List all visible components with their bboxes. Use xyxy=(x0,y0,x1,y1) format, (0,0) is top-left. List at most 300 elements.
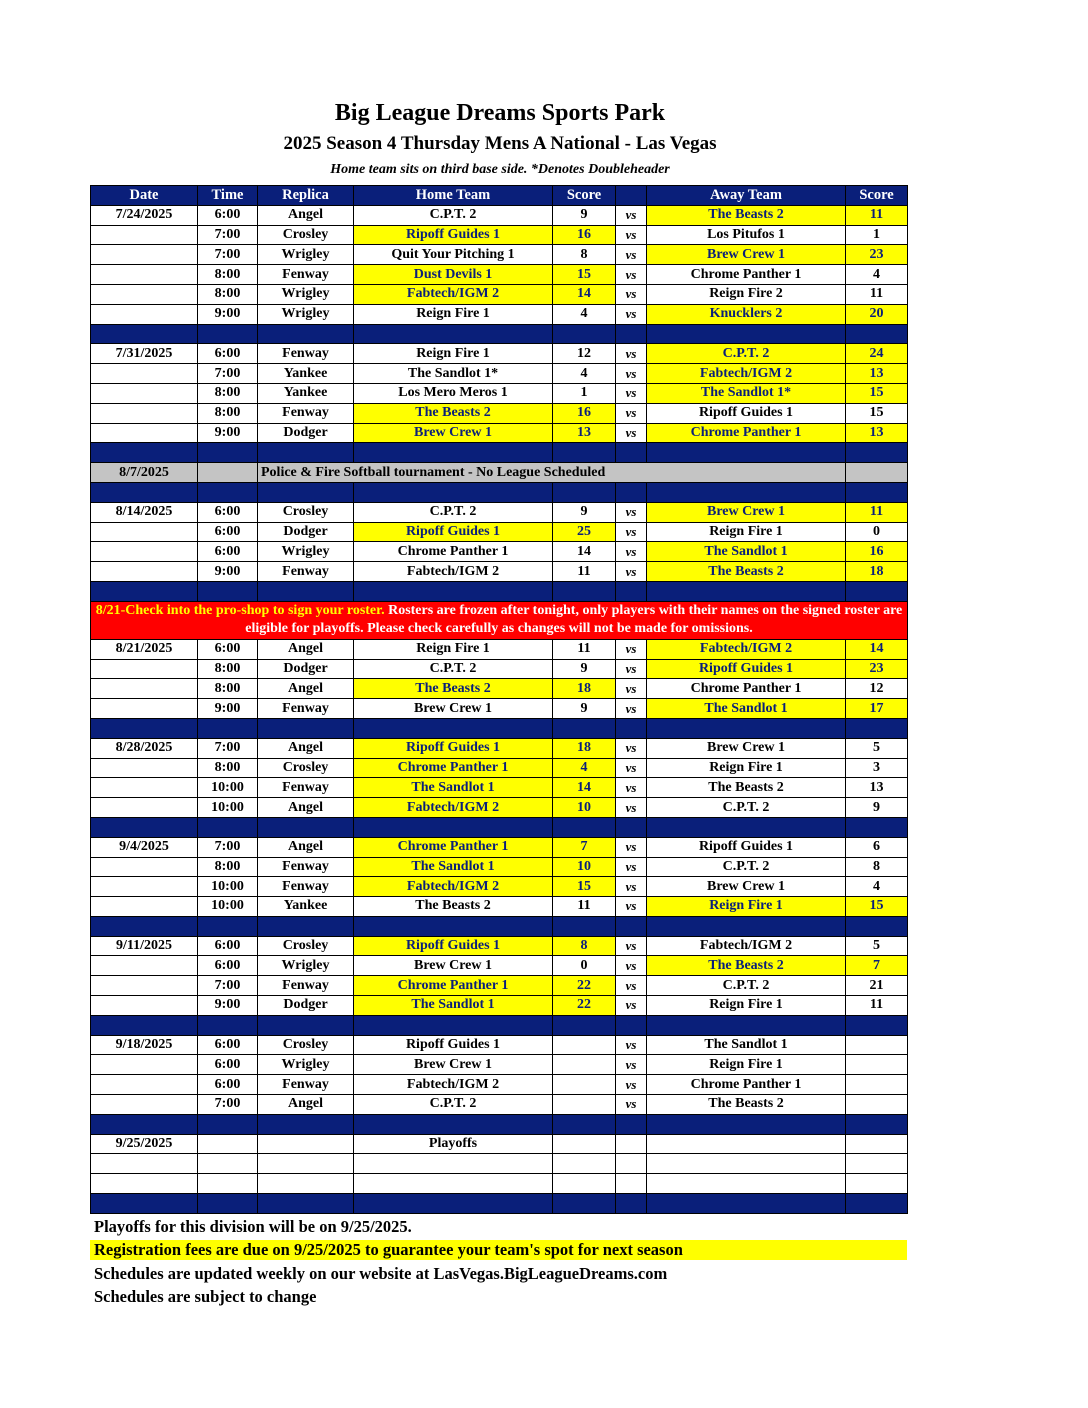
no-league-row xyxy=(91,463,908,483)
col-header-vs xyxy=(616,186,647,206)
separator-cell xyxy=(198,581,258,601)
separator-cell xyxy=(647,718,846,738)
home-score-cell xyxy=(553,1154,616,1174)
date-cell xyxy=(91,522,198,542)
away-team-cell: C.P.T. 2 xyxy=(647,976,846,996)
replica-cell: Yankee xyxy=(258,897,354,917)
separator-row xyxy=(91,916,908,936)
separator-cell xyxy=(846,581,908,601)
replica-cell: Fenway xyxy=(258,976,354,996)
date-cell xyxy=(91,956,198,976)
away-team-cell: Ripoff Guides 1 xyxy=(647,659,846,679)
vs-cell: vs xyxy=(616,936,647,956)
home-score-cell: 25 xyxy=(553,522,616,542)
away-score-cell: 23 xyxy=(846,659,908,679)
replica-cell: Fenway xyxy=(258,857,354,877)
separator-cell xyxy=(616,1114,647,1134)
home-team-cell: Fabtech/IGM 2 xyxy=(354,877,553,897)
time-cell: 6:00 xyxy=(198,344,258,364)
away-team-cell: Chrome Panther 1 xyxy=(647,1075,846,1095)
footer-website-note: Schedules are updated weekly on our website at LasVegas.BigLeagueDreams.com xyxy=(94,1264,668,1283)
separator-cell xyxy=(553,916,616,936)
date-cell xyxy=(91,1095,198,1115)
time-cell: 8:00 xyxy=(198,857,258,877)
separator-cell xyxy=(616,482,647,502)
game-row xyxy=(91,205,908,225)
separator-cell xyxy=(647,324,846,344)
game-row xyxy=(91,225,908,245)
away-team-cell: Chrome Panther 1 xyxy=(647,679,846,699)
home-team-cell: The Sandlot 1 xyxy=(354,857,553,877)
vs-cell: vs xyxy=(616,699,647,719)
separator-cell xyxy=(846,718,908,738)
vs-cell: vs xyxy=(616,344,647,364)
home-score-cell: 11 xyxy=(553,897,616,917)
vs-cell: vs xyxy=(616,423,647,443)
game-row xyxy=(91,383,908,403)
col-header-away-team: Away Team xyxy=(647,186,846,206)
away-score-cell: 4 xyxy=(846,265,908,285)
game-row xyxy=(91,1035,908,1055)
away-team-cell: Fabtech/IGM 2 xyxy=(647,364,846,384)
away-score-cell: 11 xyxy=(846,996,908,1016)
separator-cell xyxy=(91,482,198,502)
home-score-cell: 7 xyxy=(553,837,616,857)
date-cell xyxy=(91,857,198,877)
date-cell: 9/11/2025 xyxy=(91,936,198,956)
vs-cell: vs xyxy=(616,364,647,384)
away-team-cell: The Beasts 2 xyxy=(647,956,846,976)
replica-cell: Dodger xyxy=(258,423,354,443)
home-team-cell: C.P.T. 2 xyxy=(354,659,553,679)
separator-cell xyxy=(354,324,553,344)
vs-cell: vs xyxy=(616,304,647,324)
separator-row xyxy=(91,324,908,344)
separator-cell xyxy=(647,581,846,601)
separator-cell xyxy=(616,443,647,463)
game-row xyxy=(91,699,908,719)
home-score-cell: 4 xyxy=(553,758,616,778)
home-score-cell: 16 xyxy=(553,225,616,245)
replica-cell: Angel xyxy=(258,798,354,818)
home-team-cell: The Beasts 2 xyxy=(354,403,553,423)
game-row xyxy=(91,936,908,956)
replica-cell xyxy=(258,1134,354,1154)
home-score-cell: 15 xyxy=(553,265,616,285)
game-row xyxy=(91,245,908,265)
home-team-cell: Chrome Panther 1 xyxy=(354,758,553,778)
time-cell: 8:00 xyxy=(198,265,258,285)
date-cell xyxy=(91,265,198,285)
date-cell xyxy=(91,542,198,562)
home-team-cell: The Beasts 2 xyxy=(354,679,553,699)
separator-cell xyxy=(91,1114,198,1134)
date-cell xyxy=(91,1154,198,1174)
away-score-cell: 13 xyxy=(846,778,908,798)
vs-cell: vs xyxy=(616,758,647,778)
footer-registration-note: Registration fees are due on 9/25/2025 to guarantee your team's spot for next season xyxy=(90,1240,907,1260)
time-cell: 6:00 xyxy=(198,1075,258,1095)
away-score-cell xyxy=(846,1154,908,1174)
separator-cell xyxy=(553,581,616,601)
separator-cell xyxy=(846,482,908,502)
separator-row xyxy=(91,1015,908,1035)
time-cell: 6:00 xyxy=(198,522,258,542)
separator-cell xyxy=(258,482,354,502)
replica-cell: Fenway xyxy=(258,778,354,798)
away-team-cell xyxy=(647,1134,846,1154)
footer-playoffs-note: Playoffs for this division will be on 9/25/2025. xyxy=(94,1217,412,1236)
separator-cell xyxy=(91,443,198,463)
separator-cell xyxy=(846,916,908,936)
home-score-cell: 14 xyxy=(553,778,616,798)
away-score-cell: 7 xyxy=(846,956,908,976)
away-score-cell: 15 xyxy=(846,897,908,917)
separator-cell xyxy=(91,1015,198,1035)
home-team-cell: Ripoff Guides 1 xyxy=(354,738,553,758)
game-row xyxy=(91,344,908,364)
vs-cell: vs xyxy=(616,1075,647,1095)
vs-cell: vs xyxy=(616,659,647,679)
separator-row xyxy=(91,718,908,738)
replica-cell xyxy=(258,1174,354,1194)
time-cell: 6:00 xyxy=(198,956,258,976)
game-row xyxy=(91,265,908,285)
home-team-cell: Fabtech/IGM 2 xyxy=(354,562,553,582)
home-score-cell: 15 xyxy=(553,877,616,897)
home-score-cell: 16 xyxy=(553,403,616,423)
separator-cell xyxy=(647,817,846,837)
separator-cell xyxy=(198,1015,258,1035)
home-team-cell: Ripoff Guides 1 xyxy=(354,225,553,245)
away-score-cell: 3 xyxy=(846,758,908,778)
vs-cell: vs xyxy=(616,679,647,699)
date-cell xyxy=(91,423,198,443)
away-team-cell: Ripoff Guides 1 xyxy=(647,837,846,857)
separator-cell xyxy=(647,1015,846,1035)
separator-cell xyxy=(354,482,553,502)
home-score-cell: 14 xyxy=(553,542,616,562)
separator-cell xyxy=(258,1194,354,1214)
col-header-time: Time xyxy=(198,186,258,206)
home-team-cell: Los Mero Meros 1 xyxy=(354,383,553,403)
separator-cell xyxy=(647,916,846,936)
game-row xyxy=(91,738,908,758)
away-team-cell: Reign Fire 1 xyxy=(647,758,846,778)
date-cell xyxy=(91,877,198,897)
replica-cell: Dodger xyxy=(258,659,354,679)
roster-notice-highlight: 8/21-Check into the pro-shop to sign your roster. xyxy=(95,603,385,619)
separator-row xyxy=(91,1114,908,1134)
game-row xyxy=(91,659,908,679)
footer-change-note: Schedules are subject to change xyxy=(94,1287,317,1306)
home-team-cell: Chrome Panther 1 xyxy=(354,976,553,996)
home-score-cell xyxy=(553,1134,616,1154)
separator-cell xyxy=(616,1015,647,1035)
roster-notice-row xyxy=(91,601,908,639)
roster-notice xyxy=(91,601,908,639)
away-team-cell: Fabtech/IGM 2 xyxy=(647,936,846,956)
home-team-cell: Chrome Panther 1 xyxy=(354,542,553,562)
away-score-cell: 5 xyxy=(846,738,908,758)
separator-cell xyxy=(354,916,553,936)
date-cell xyxy=(91,758,198,778)
home-score-cell xyxy=(553,1174,616,1194)
home-team-cell: The Sandlot 1 xyxy=(354,996,553,1016)
separator-cell xyxy=(91,324,198,344)
separator-cell xyxy=(846,1114,908,1134)
time-cell: 8:00 xyxy=(198,679,258,699)
home-score-cell: 11 xyxy=(553,562,616,582)
separator-cell xyxy=(846,817,908,837)
away-team-cell: The Beasts 2 xyxy=(647,1095,846,1115)
home-team-cell xyxy=(354,1154,553,1174)
game-row xyxy=(91,542,908,562)
separator-cell xyxy=(553,443,616,463)
game-row xyxy=(91,996,908,1016)
schedule-note: Home team sits on third base side. *Denotes Doubleheader xyxy=(330,162,670,177)
replica-cell: Wrigley xyxy=(258,1055,354,1075)
time-cell: 6:00 xyxy=(198,542,258,562)
col-header-date: Date xyxy=(91,186,198,206)
home-score-cell: 8 xyxy=(553,245,616,265)
home-team-cell: C.P.T. 2 xyxy=(354,1095,553,1115)
home-team-cell: Brew Crew 1 xyxy=(354,423,553,443)
date-cell: 9/4/2025 xyxy=(91,837,198,857)
replica-cell: Yankee xyxy=(258,383,354,403)
away-score-cell: 0 xyxy=(846,522,908,542)
time-cell: 7:00 xyxy=(198,837,258,857)
vs-cell: vs xyxy=(616,225,647,245)
away-score-cell: 11 xyxy=(846,502,908,522)
home-team-cell: The Sandlot 1* xyxy=(354,364,553,384)
game-row xyxy=(91,758,908,778)
date-cell: 7/24/2025 xyxy=(91,205,198,225)
separator-cell xyxy=(258,718,354,738)
vs-cell: vs xyxy=(616,205,647,225)
away-score-cell xyxy=(846,1035,908,1055)
away-team-cell: Brew Crew 1 xyxy=(647,738,846,758)
home-score-cell: 18 xyxy=(553,679,616,699)
vs-cell: vs xyxy=(616,265,647,285)
away-score-cell: 11 xyxy=(846,205,908,225)
replica-cell: Wrigley xyxy=(258,956,354,976)
separator-cell xyxy=(553,1194,616,1214)
replica-cell: Fenway xyxy=(258,562,354,582)
time-cell: 6:00 xyxy=(198,502,258,522)
away-score-cell: 14 xyxy=(846,639,908,659)
home-score-cell: 9 xyxy=(553,502,616,522)
vs-cell: vs xyxy=(616,976,647,996)
away-team-cell: Reign Fire 1 xyxy=(647,522,846,542)
vs-cell: vs xyxy=(616,403,647,423)
away-score-cell: 16 xyxy=(846,542,908,562)
separator-row xyxy=(91,581,908,601)
time-cell: 7:00 xyxy=(198,976,258,996)
separator-cell xyxy=(616,817,647,837)
home-score-cell: 1 xyxy=(553,383,616,403)
away-score-cell: 5 xyxy=(846,936,908,956)
time-cell: 6:00 xyxy=(198,639,258,659)
home-team-cell: Brew Crew 1 xyxy=(354,699,553,719)
vs-cell: vs xyxy=(616,383,647,403)
home-score-cell: 4 xyxy=(553,364,616,384)
home-score-cell: 0 xyxy=(553,956,616,976)
away-team-cell: Brew Crew 1 xyxy=(647,877,846,897)
separator-cell xyxy=(198,817,258,837)
time-cell: 10:00 xyxy=(198,798,258,818)
vs-cell: vs xyxy=(616,522,647,542)
time-cell: 8:00 xyxy=(198,758,258,778)
home-score-cell: 9 xyxy=(553,205,616,225)
date-cell xyxy=(91,897,198,917)
game-row xyxy=(91,1174,908,1194)
game-row xyxy=(91,1055,908,1075)
vs-cell xyxy=(616,1134,647,1154)
away-score-cell xyxy=(846,1055,908,1075)
away-score-cell: 13 xyxy=(846,364,908,384)
replica-cell: Crosley xyxy=(258,502,354,522)
no-league-notice: Police & Fire Softball tournament - No League Scheduled xyxy=(258,463,846,483)
replica-cell: Yankee xyxy=(258,364,354,384)
replica-cell: Fenway xyxy=(258,877,354,897)
game-row xyxy=(91,639,908,659)
replica-cell: Wrigley xyxy=(258,284,354,304)
game-row xyxy=(91,778,908,798)
game-row xyxy=(91,423,908,443)
away-score-cell: 13 xyxy=(846,423,908,443)
separator-row xyxy=(91,1194,908,1214)
away-score-cell: 12 xyxy=(846,679,908,699)
time-cell xyxy=(198,463,258,483)
date-cell xyxy=(91,996,198,1016)
home-score-cell xyxy=(553,1035,616,1055)
game-row xyxy=(91,304,908,324)
separator-cell xyxy=(354,817,553,837)
game-row xyxy=(91,562,908,582)
vs-cell: vs xyxy=(616,857,647,877)
separator-cell xyxy=(91,817,198,837)
vs-cell: vs xyxy=(616,996,647,1016)
time-cell: 8:00 xyxy=(198,383,258,403)
game-row xyxy=(91,522,908,542)
vs-cell: vs xyxy=(616,639,647,659)
game-row xyxy=(91,857,908,877)
replica-cell: Wrigley xyxy=(258,245,354,265)
vs-cell: vs xyxy=(616,798,647,818)
time-cell: 9:00 xyxy=(198,423,258,443)
separator-cell xyxy=(354,1015,553,1035)
separator-cell xyxy=(198,482,258,502)
time-cell: 7:00 xyxy=(198,225,258,245)
time-cell: 7:00 xyxy=(198,364,258,384)
separator-cell xyxy=(846,1194,908,1214)
away-score-cell xyxy=(846,1134,908,1154)
time-cell: 8:00 xyxy=(198,403,258,423)
separator-cell xyxy=(553,817,616,837)
home-score-cell xyxy=(553,1055,616,1075)
game-row xyxy=(91,1075,908,1095)
replica-cell: Dodger xyxy=(258,522,354,542)
date-cell xyxy=(91,798,198,818)
date-cell: 8/7/2025 xyxy=(91,463,198,483)
date-cell xyxy=(91,304,198,324)
date-cell: 9/25/2025 xyxy=(91,1134,198,1154)
separator-cell xyxy=(647,1114,846,1134)
separator-cell xyxy=(354,443,553,463)
away-score-cell: 9 xyxy=(846,798,908,818)
home-score-cell: 18 xyxy=(553,738,616,758)
replica-cell: Crosley xyxy=(258,1035,354,1055)
date-cell xyxy=(91,659,198,679)
date-cell xyxy=(91,284,198,304)
replica-cell: Fenway xyxy=(258,1075,354,1095)
replica-cell: Angel xyxy=(258,679,354,699)
date-cell xyxy=(91,364,198,384)
away-score-cell xyxy=(846,1095,908,1115)
home-score-cell xyxy=(553,1095,616,1115)
separator-cell xyxy=(258,817,354,837)
away-score-cell: 17 xyxy=(846,699,908,719)
away-score-cell: 24 xyxy=(846,344,908,364)
away-team-cell: Chrome Panther 1 xyxy=(647,423,846,443)
home-team-cell: C.P.T. 2 xyxy=(354,502,553,522)
home-team-cell: Chrome Panther 1 xyxy=(354,837,553,857)
vs-cell: vs xyxy=(616,837,647,857)
separator-row xyxy=(91,482,908,502)
vs-cell: vs xyxy=(616,778,647,798)
away-team-cell: Reign Fire 1 xyxy=(647,1055,846,1075)
replica-cell: Wrigley xyxy=(258,542,354,562)
home-team-cell: Reign Fire 1 xyxy=(354,304,553,324)
time-cell: 9:00 xyxy=(198,304,258,324)
date-cell: 8/14/2025 xyxy=(91,502,198,522)
separator-cell xyxy=(91,916,198,936)
away-team-cell: C.P.T. 2 xyxy=(647,344,846,364)
separator-cell xyxy=(647,482,846,502)
vs-cell: vs xyxy=(616,542,647,562)
separator-cell xyxy=(258,581,354,601)
away-team-cell: Fabtech/IGM 2 xyxy=(647,639,846,659)
time-cell: 10:00 xyxy=(198,877,258,897)
home-score-cell: 13 xyxy=(553,423,616,443)
away-score-cell xyxy=(846,463,908,483)
time-cell: 7:00 xyxy=(198,738,258,758)
replica-cell: Crosley xyxy=(258,225,354,245)
away-team-cell: The Sandlot 1 xyxy=(647,699,846,719)
separator-cell xyxy=(258,1114,354,1134)
game-row xyxy=(91,976,908,996)
game-row xyxy=(91,1095,908,1115)
date-cell xyxy=(91,1055,198,1075)
separator-cell xyxy=(198,1114,258,1134)
away-team-cell: Brew Crew 1 xyxy=(647,502,846,522)
separator-cell xyxy=(553,718,616,738)
roster-notice-text: Rosters are frozen after tonight, only players with their names on the signed roster are eligible for playoffs. Please check carefully as changes will not be made for omissions. xyxy=(245,603,903,637)
time-cell xyxy=(198,1174,258,1194)
game-row xyxy=(91,284,908,304)
separator-cell xyxy=(354,1114,553,1134)
time-cell: 9:00 xyxy=(198,699,258,719)
home-team-cell: Quit Your Pitching 1 xyxy=(354,245,553,265)
away-team-cell: Chrome Panther 1 xyxy=(647,265,846,285)
home-team-cell xyxy=(354,1174,553,1194)
date-cell: 9/18/2025 xyxy=(91,1035,198,1055)
vs-cell xyxy=(616,1154,647,1174)
page-subtitle: 2025 Season 4 Thursday Mens A National - Las Vegas xyxy=(283,133,717,154)
col-header-away-score: Score xyxy=(846,186,908,206)
col-header-home-score: Score xyxy=(553,186,616,206)
